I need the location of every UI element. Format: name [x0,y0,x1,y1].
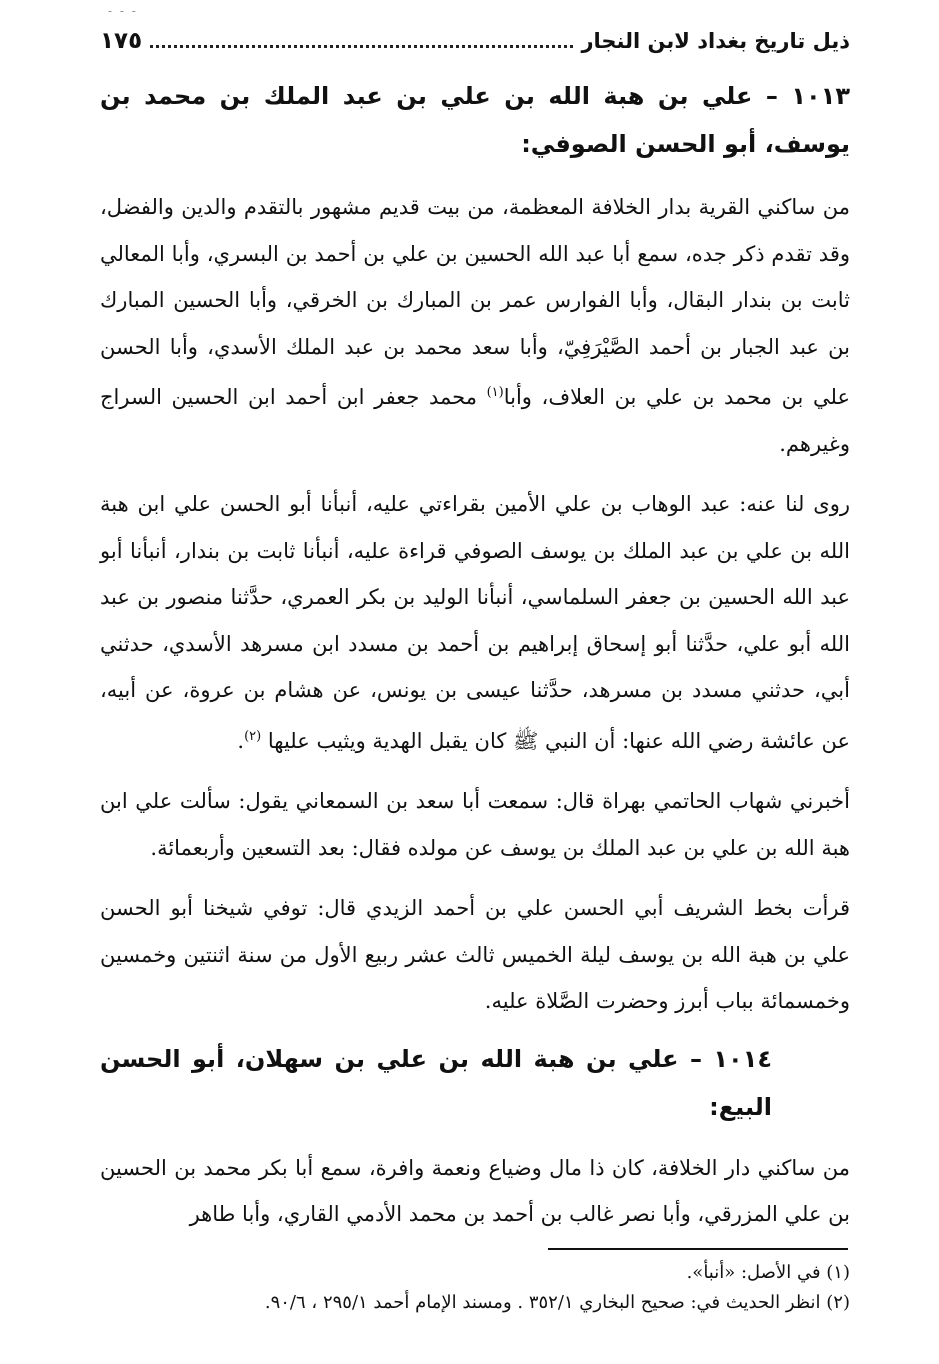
scan-mark: - - - [108,4,138,18]
entry-1013-paragraph-2 [100,481,850,764]
paragraph-text-tail: . [237,728,245,753]
leader-dots [150,31,573,48]
running-title: ذيل تاريخ بغداد لابن النجار [581,29,850,53]
entry-heading-1013: ١٠١٣ – علي بن هبة الله بن علي بن عبد الملك بن محمد بن يوسف، أبو الحسن الصوفي: [100,82,850,158]
running-header [100,28,850,68]
footnote-ref-2: (٢) [244,728,262,744]
paragraph-text: من ساكني القرية بدار الخلافة المعظمة، من بيت قديم مشهور بالتقدم والدين والفضل، وقد تقدم ذكر جده، سمع أبا عبد الله الحسين بن علي بن أحمد بن البسري، وأبا المعالي ثابت بن بندار البقال، وأبا الفوارس عمر بن المبارك بن الخرقي، وأبا الحسين المبارك بن عبد الجبار بن أحمد الصَّيْرَفِيّ، وأبا سعد محمد بن عبد الملك الأسدي، وأبا الحسن علي بن محمد بن علي بن العلاف، وأبا [100,195,850,409]
paragraph-text: روى لنا عنه: عبد الوهاب بن علي الأمين بقراءتي عليه، أنبأنا أبو الحسن علي ابن هبة الله بن علي بن عبد الملك بن يوسف الصوفي قراءة عليه، أنبأنا ثابت بن بندار، أنبأنا أبو عبد الله الحسين بن جعفر السلماسي، أنبأنا الوليد بن بكر العمري، حدَّثنا منصور بن عبد الله أبو علي، حدَّثنا أبو إسحاق إبراهيم بن أحمد بن مسدد ابن مسرهد الأسدي، حدثني أبي، حدثني مسدد بن مسرهد، حدَّثنا عيسى بن يونس، عن هشام بن عروة، عن أبيه، عن عائشة رضي الله عنها: أن النبي ﷺ كان يقبل الهدية ويثيب عليها [100,492,850,753]
page-body [100,28,850,1238]
entry-1013-paragraph-4: قرأت بخط الشريف أبي الحسن علي بن أحمد الزيدي قال: توفي شيخنا أبو الحسن علي بن هبة الله بن يوسف ليلة الخميس ثالث عشر ربيع الأول من سنة اثنتين وخمسين وخمسمائة بباب أبرز وحضرت الصَّلاة عليه. [100,896,850,1013]
entry-1014-paragraph-1: من ساكني دار الخلافة، كان ذا مال وضياع ونعمة وافرة، سمع أبا بكر محمد بن الحسين بن علي المزرقي، وأبا نصر غالب بن أحمد بن محمد الأدمي القاري، وأبا طاهر [100,1155,850,1226]
footnote-1: (١) في الأصل: «أنبأ». [686,1262,850,1283]
entry-1013-paragraph-3: أخبرني شهاب الحاتمي بهراة قال: سمعت أبا سعد بن السمعاني يقول: سألت علي ابن هبة الله بن علي بن عبد الملك بن يوسف عن مولده فقال: بعد التسعين وأربعمائة. [100,789,850,860]
paragraph-text-tail: محمد جعفر ابن أحمد ابن الحسين السراج وغيرهم. [100,385,850,456]
footnotes [100,1258,850,1318]
entry-heading-1014: ١٠١٤ – علي بن هبة الله بن علي بن سهلان، أبو الحسن البيع: [100,1044,772,1121]
page-number: ١٧٥ [100,28,143,54]
footnote-separator [548,1248,848,1250]
footnote-ref-1: (١) [486,385,504,400]
footnote-2: (٢) انظر الحديث في: صحيح البخاري ٣٥٢/١ . ومسند الإمام أحمد ٢٩٥/١ ، ٩٠/٦. [264,1292,850,1313]
entry-1013-paragraph-1 [100,184,850,467]
